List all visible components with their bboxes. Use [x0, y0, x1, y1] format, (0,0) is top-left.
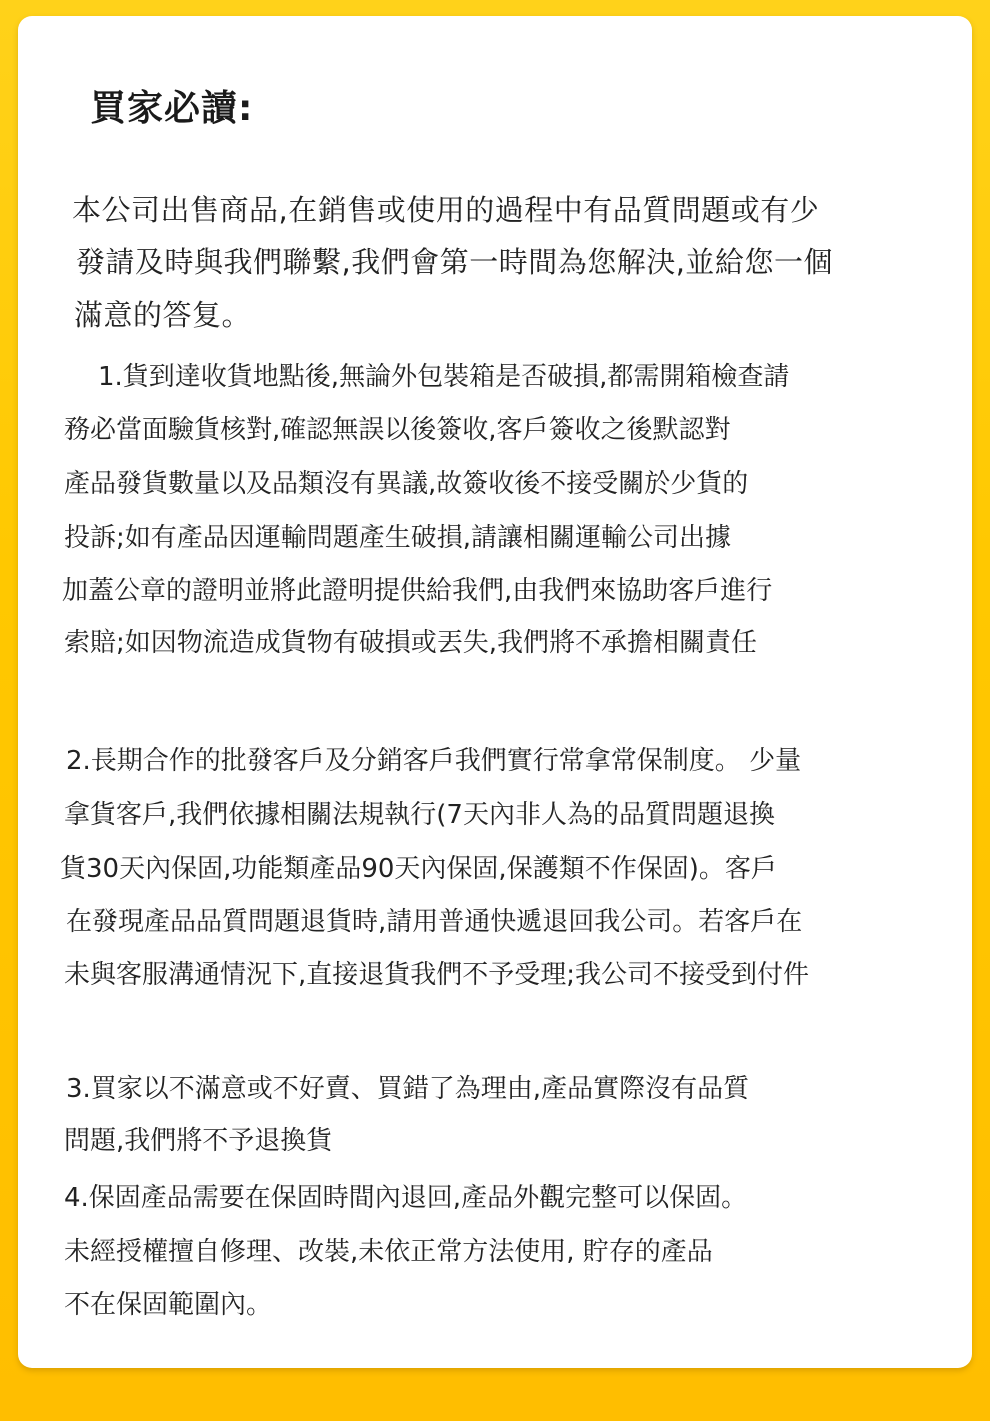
policy-line: 拿貨客戶,我們依據相關法規執行(7天內非人為的品質問題退換 [64, 800, 775, 830]
policy-line: 未與客服溝通情況下,直接退貨我們不予受理;我公司不接受到付件 [64, 960, 810, 990]
intro-line: 發請及時與我們聯繫,我們會第一時間為您解決,並給您一個 [76, 245, 833, 279]
policy-line: 未經授權擅自修理、改裝,未依正常方法使用, 貯存的產品 [64, 1237, 713, 1267]
page-title: 買家必讀: [90, 88, 254, 129]
policy-line: 3.買家以不滿意或不好賣、買錯了為理由,產品實際沒有品質 [66, 1074, 750, 1104]
policy-line: 1.貨到達收貨地點後,無論外包裝箱是否破損,都需開箱檢查請 [98, 362, 790, 392]
notice-card [18, 16, 972, 1368]
policy-line: 務必當面驗貨核對,確認無誤以後簽收,客戶簽收之後默認對 [64, 415, 731, 445]
policy-line: 問題,我們將不予退換貨 [64, 1126, 333, 1156]
policy-line: 索賠;如因物流造成貨物有破損或丟失,我們將不承擔相關責任 [64, 628, 758, 658]
policy-line: 不在保固範圍內。 [64, 1290, 273, 1320]
policy-line: 2.長期合作的批發客戶及分銷客戶我們實行常拿常保制度。 少量 [66, 746, 802, 776]
policy-line: 加蓋公章的證明並將此證明提供給我們,由我們來協助客戶進行 [62, 576, 773, 606]
policy-line: 在發現產品品質問題退貨時,請用普通快遞退回我公司。若客戶在 [66, 907, 803, 937]
policy-line: 貨30天內保固,功能類產品90天內保固,保護類不作保固)。客戶 [60, 854, 777, 884]
intro-line: 滿意的答复。 [74, 298, 252, 332]
policy-line: 產品發貨數量以及品類沒有異議,故簽收後不接受關於少貨的 [64, 469, 749, 499]
policy-line: 4.保固產品需要在保固時間內退回,產品外觀完整可以保固。 [64, 1183, 748, 1213]
intro-line: 本公司出售商品,在銷售或使用的過程中有品質問題或有少 [72, 193, 820, 227]
policy-line: 投訴;如有產品因運輸問題產生破損,請讓相關運輸公司出據 [64, 523, 732, 553]
